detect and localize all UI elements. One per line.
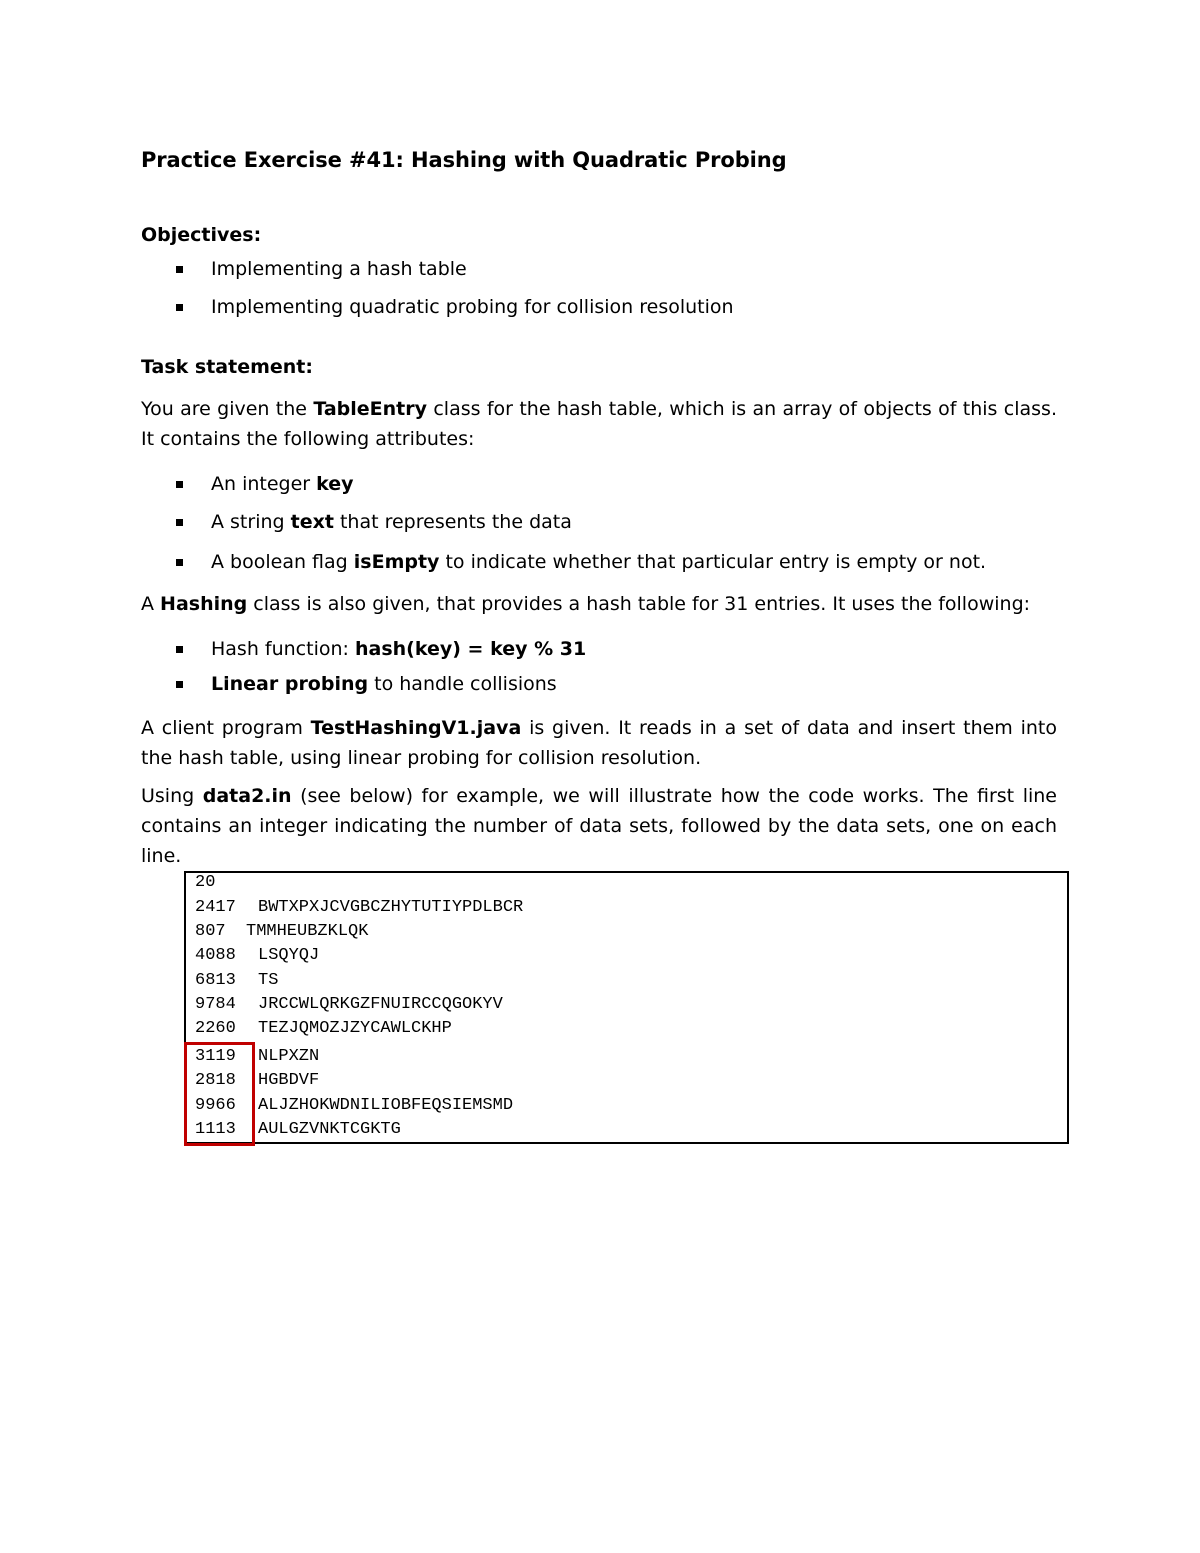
bullet-square-icon <box>176 519 183 526</box>
data-row-text: NLPXZN <box>258 1047 320 1066</box>
bullet-square-icon <box>176 559 183 566</box>
data-row-key: 1113 <box>195 1120 236 1139</box>
hashing-paragraph: A Hashing class is also given, that provides a hash table for 31 entries. It uses the following: <box>141 593 1031 615</box>
data-count: 20 <box>195 873 216 892</box>
data-row-key: 6813 <box>195 971 236 990</box>
bullet-square-icon <box>176 266 183 273</box>
data-row-text: AULGZVNKTCGKTG <box>258 1120 401 1139</box>
data-file-paragraph: Using data2.in (see below) for example, we will illustrate how the code works. The first line contains an integer indicating the number of data sets, followed by the data sets, one on each line. <box>141 785 1057 867</box>
data-row-key: 9966 <box>195 1096 236 1115</box>
data-row-key: 2417 <box>195 898 236 917</box>
data-row-key: 2818 <box>195 1071 236 1090</box>
bullet-square-icon <box>176 304 183 311</box>
bullet-square-icon <box>176 681 183 688</box>
client-program-paragraph: A client program TestHashingV1.java is given. It reads in a set of data and insert them into the hash table, using linear probing for collision resolution. <box>141 717 1057 769</box>
bullet-square-icon <box>176 481 183 488</box>
document-page: Practice Exercise #41: Hashing with Quadratic Probing Objectives: Implementing a hash table Implementing quadratic probing for collision resolution Task statement: You are given the TableEntry class for the hash table, which is an array of objects of this class. It contains the following attributes: An integer key A string text that represents the data A boolean flag isEmpty to indicate whether that particular entry is empty or not. A Hashing class is also given, that provides a hash table for 31 entries. It uses the following: Hash function: hash(key) = key % 31 Linear probing to handle collisions A client program TestHashingV1.java is given. It reads in a set of data and insert them into the hash table, using linear probing for collision resolution. Using data2.in (see below) for example, we will illustrate how the code works. The first line contains an integer indicating the number of data sets, followed by the data sets, one on each line. 20 2417 BWTXPXJCVGBCZHYTUTIYPDLBCR 807 TMMHEUBZKLQK 4088 LSQYQJ 6813 TS 9784 JRCCWLQRKGZFNUIRCCQGOKYV 2260 TEZJQMOZJZYCAWLCKHP 3119 NLPXZN 2818 HGBDVF 9966 ALJZHOKWDNILIOBFEQSIEMSMD 1113 AULGZVNKTCGKTG <box>0 0 1200 1553</box>
data-row-text: TEZJQMOZJZYCAWLCKHP <box>258 1019 452 1038</box>
data-row-text: HGBDVF <box>258 1071 320 1090</box>
data-row-key: 9784 <box>195 995 236 1014</box>
data-row-text: TMMHEUBZKLQK <box>246 922 369 941</box>
data-row-key: 3119 <box>195 1047 236 1066</box>
data-row-text: LSQYQJ <box>258 946 320 965</box>
data-row-text: ALJZHOKWDNILIOBFEQSIEMSMD <box>258 1096 514 1115</box>
task-statement-heading: Task statement: <box>141 356 313 378</box>
highlight-box <box>184 1042 255 1146</box>
data-row-text: BWTXPXJCVGBCZHYTUTIYPDLBCR <box>258 898 524 917</box>
objectives-heading: Objectives: <box>141 224 262 246</box>
data-row-text: JRCCWLQRKGZFNUIRCCQGOKYV <box>258 995 503 1014</box>
tableentry-paragraph: You are given the TableEntry class for the hash table, which is an array of objects of this class. It contains the following attributes: <box>141 398 1057 450</box>
data-row-text: TS <box>258 971 279 990</box>
page-title: Practice Exercise #41: Hashing with Quadratic Probing <box>141 148 787 172</box>
data-row-key: 807 <box>195 922 226 941</box>
data-row-key: 4088 <box>195 946 236 965</box>
data-row-key: 2260 <box>195 1019 236 1038</box>
bullet-square-icon <box>176 646 183 653</box>
